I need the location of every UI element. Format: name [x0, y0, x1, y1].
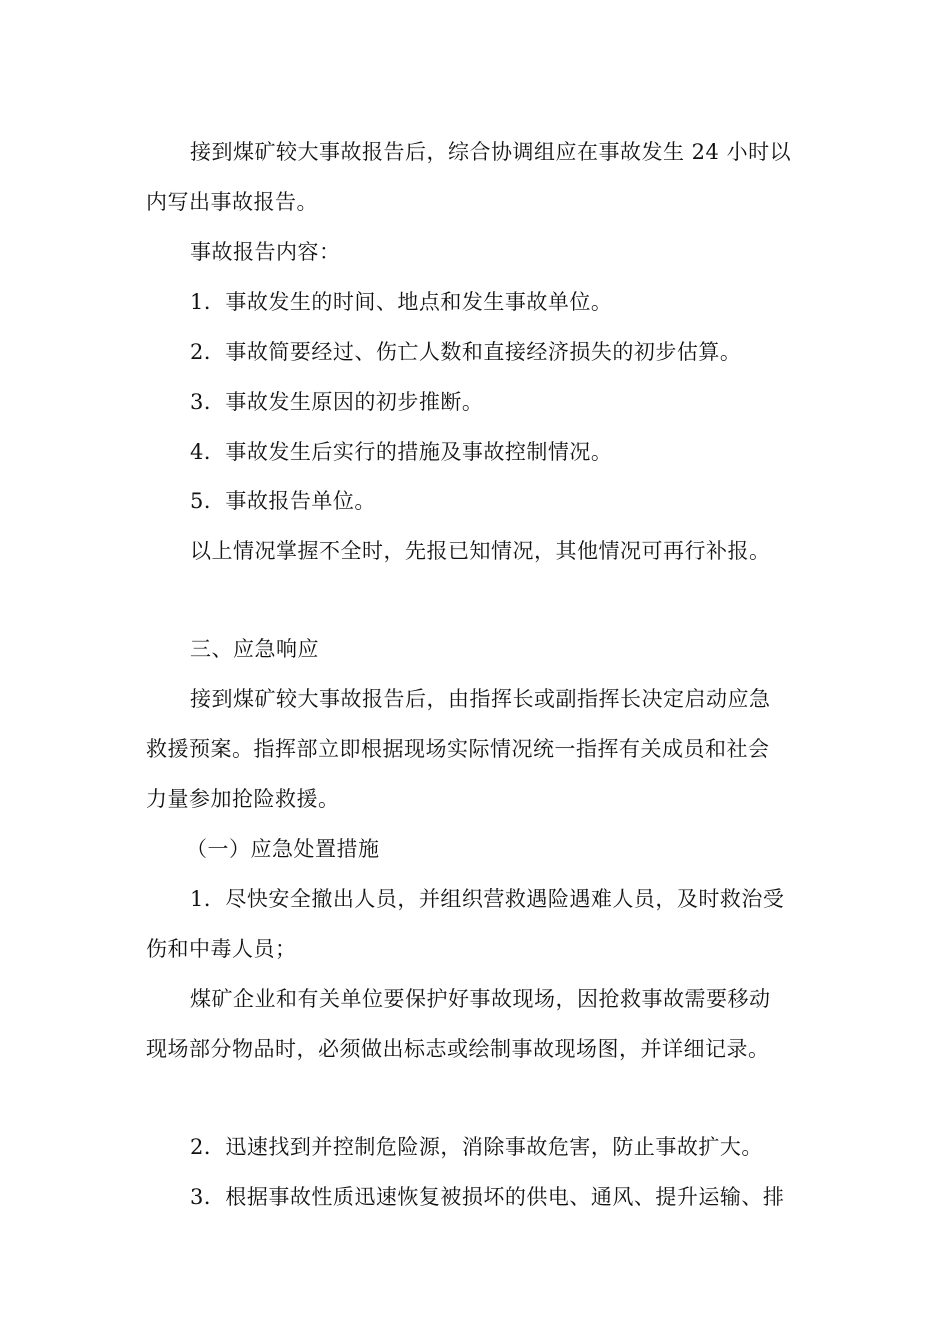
paragraph-line: 内写出事故报告。 [146, 190, 318, 214]
paragraph-line: 现场部分物品时，必须做出标志或绘制事故现场图，并详细记录。 [146, 1037, 770, 1061]
section-heading: 三、应急响应 [190, 637, 319, 661]
paragraph-line: 接到煤矿较大事故报告后，由指挥长或副指挥长决定启动应急 [190, 687, 771, 711]
list-item: 2．事故简要经过、伤亡人数和直接经济损失的初步估算。 [190, 340, 742, 364]
paragraph-line: 以上情况掌握不全时，先报已知情况，其他情况可再行补报。 [190, 539, 771, 563]
paragraph-line: 接到煤矿较大事故报告后，综合协调组应在事故发生 24 小时以 [190, 140, 792, 164]
list-item: 4．事故发生后实行的措施及事故控制情况。 [190, 440, 613, 464]
list-item: 3．事故发生原因的初步推断。 [190, 390, 484, 414]
subsection-heading: （一）应急处置措施 [186, 837, 380, 861]
list-item: 2．迅速找到并控制危险源，消除事故危害，防止事故扩大。 [190, 1135, 763, 1159]
paragraph-line: 伤和中毒人员； [146, 937, 297, 961]
paragraph-line: 事故报告内容： [190, 240, 341, 264]
list-item: 5．事故报告单位。 [190, 489, 376, 513]
paragraph-line: 煤矿企业和有关单位要保护好事故现场，因抢救事故需要移动 [190, 987, 771, 1011]
paragraph-line: 力量参加抢险救援。 [146, 787, 340, 811]
list-item: 3．根据事故性质迅速恢复被损坏的供电、通风、提升运输、排 [190, 1185, 785, 1209]
list-item: 1．事故发生的时间、地点和发生事故单位。 [190, 290, 613, 314]
list-item: 1．尽快安全撤出人员，并组织营救遇险遇难人员，及时救治受 [190, 887, 785, 911]
paragraph-line: 救援预案。指挥部立即根据现场实际情况统一指挥有关成员和社会 [146, 737, 770, 761]
